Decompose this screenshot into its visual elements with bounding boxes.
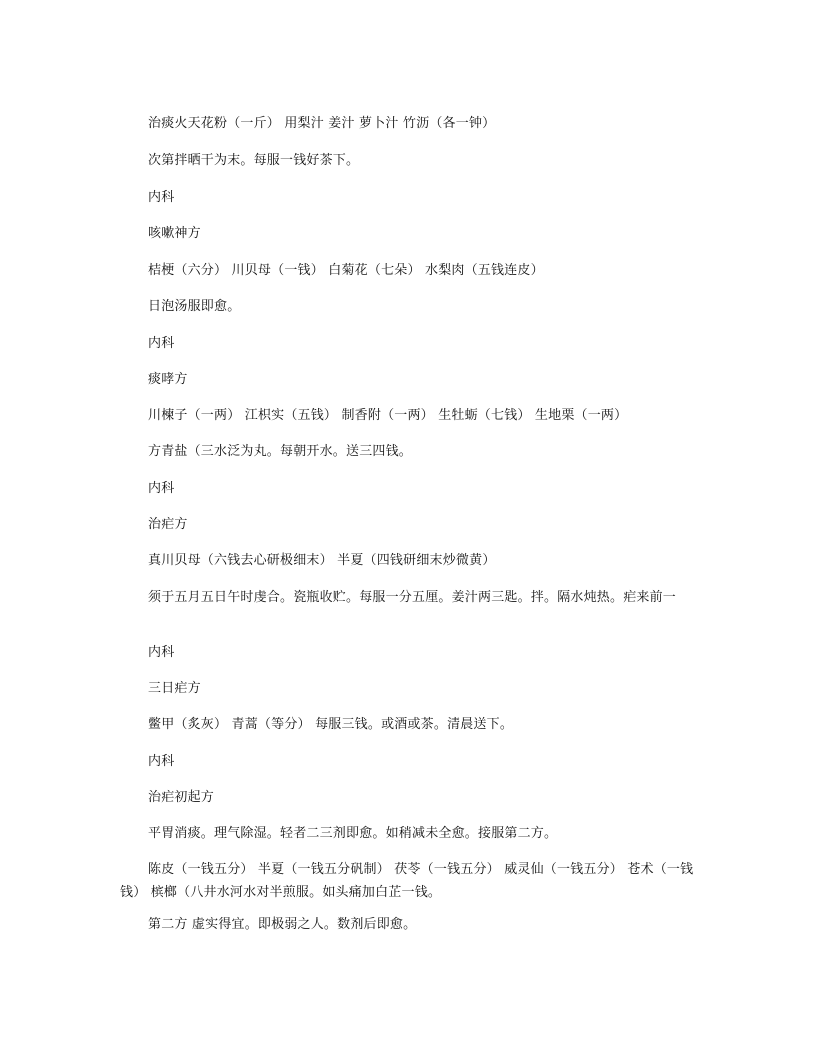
recipe-title-early-malaria: 治疟初起方 (148, 790, 215, 805)
recipe-title-cough: 咳嗽神方 (148, 226, 201, 241)
section-heading-neike-1: 内科 (148, 190, 175, 205)
paragraph-10: 方青盐（三水泛为丸。每朝开水。送三四钱。 (148, 444, 413, 459)
paragraph-21: 陈皮（一钱五分） 半夏（一钱五分矾制） 茯苓（一钱五分） 威灵仙（一钱五分） 苍术（一钱钱） 槟榔（八井水河水对半煎服。如头痛加白芷一钱。 (120, 862, 694, 900)
section-heading-neike-4: 内科 (148, 645, 175, 660)
paragraph-5: 桔梗（六分） 川贝母（一钱） 白菊花（七朵） 水梨肉（五钱连皮） (148, 263, 544, 278)
section-heading-neike-5: 内科 (148, 754, 175, 769)
paragraph-14: 须于五月五日午时虔合。瓷瓶收贮。每服一分五厘。姜汁两三匙。拌。隔水炖热。疟来前一 (148, 590, 677, 605)
recipe-title-three-day-malaria: 三日疟方 (148, 681, 201, 696)
paragraph-20: 平胃消痰。理气除湿。轻者二三剂即愈。如稍减未全愈。接服第二方。 (148, 826, 558, 841)
recipe-title-asthma: 痰哮方 (148, 372, 188, 387)
paragraph-17: 鳖甲（炙灰） 青蒿（等分） 每服三钱。或酒或茶。清晨送下。 (148, 717, 514, 732)
section-heading-neike-2: 内科 (148, 336, 175, 351)
paragraph-22: 第二方 虚实得宜。即极弱之人。数剂后即愈。 (148, 917, 417, 932)
paragraph-9: 川楝子（一两） 江枳实（五钱） 制香附（一两） 生牡蛎（七钱） 生地栗（一两） (148, 408, 628, 423)
paragraph-13: 真川贝母（六钱去心研极细末） 半夏（四钱研细末炒微黄） (148, 553, 496, 568)
paragraph-2: 次第拌晒干为末。每服一钱好茶下。 (148, 153, 360, 168)
paragraph-6: 日泡汤服即愈。 (148, 299, 241, 314)
section-heading-neike-3: 内科 (148, 481, 175, 496)
paragraph-1: 治痰火天花粉（一斤） 用梨汁 姜汁 萝卜汁 竹沥（各一钟） (148, 116, 496, 131)
recipe-title-malaria: 治疟方 (148, 517, 188, 532)
